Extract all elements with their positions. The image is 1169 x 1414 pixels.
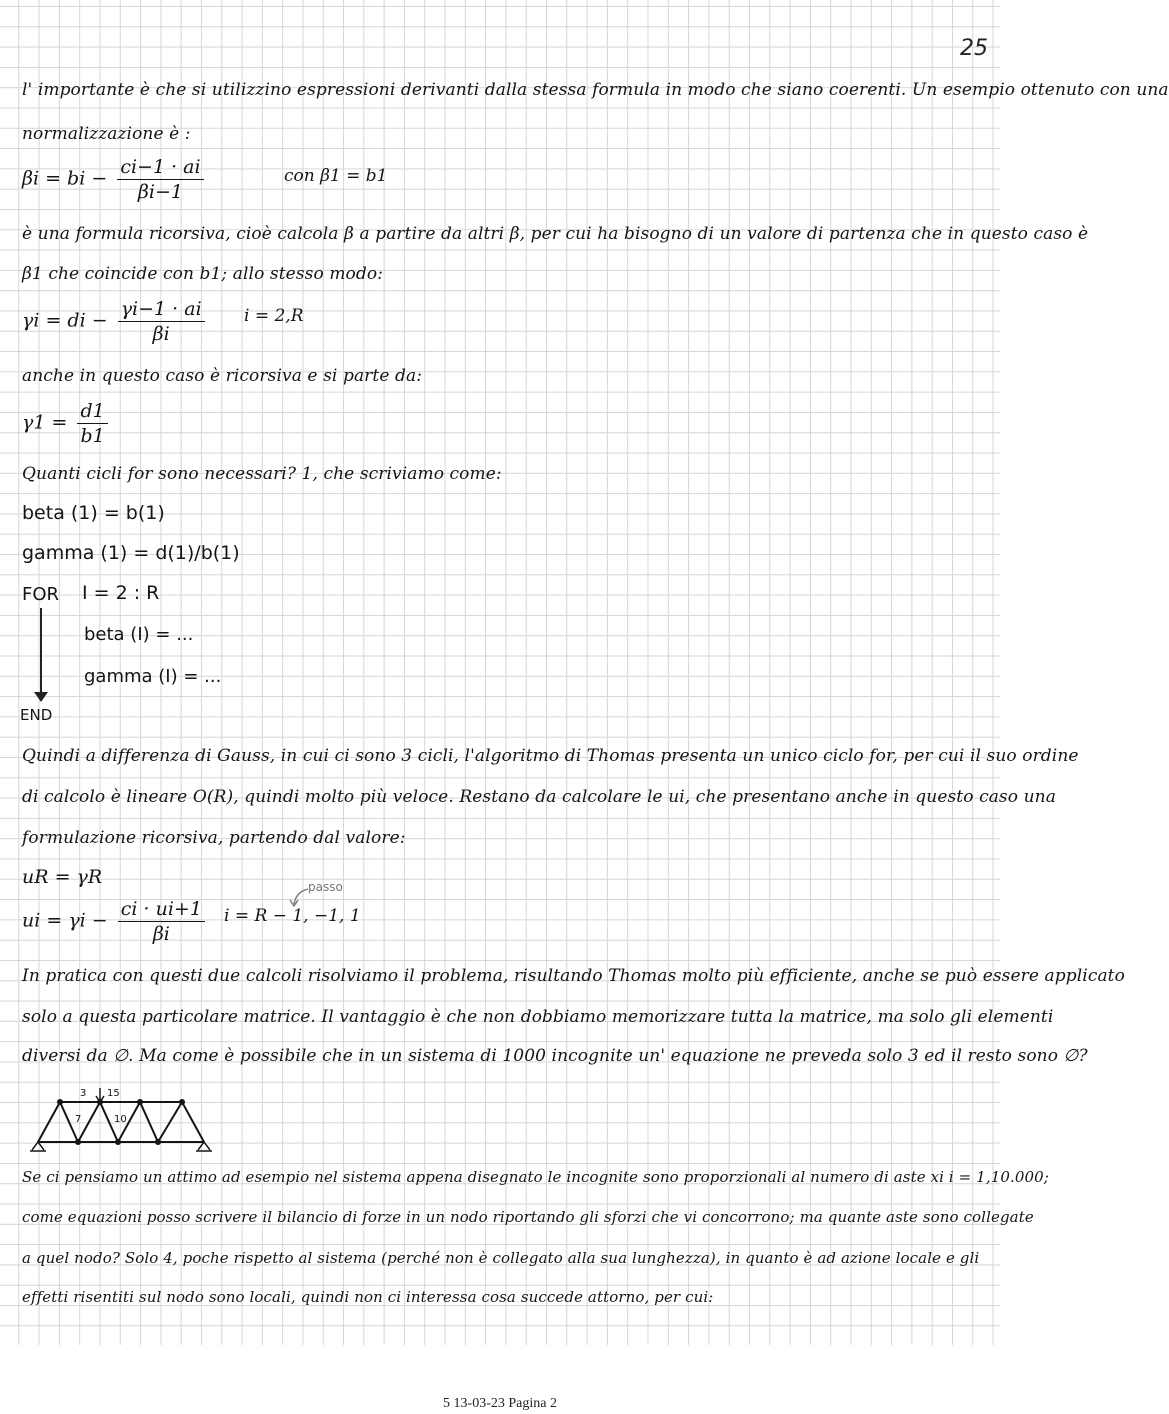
truss-diagram [30, 1084, 220, 1154]
left-support [32, 1142, 44, 1150]
text-line-7: Quindi a differenza di Gauss, in cui ci sono 3 cicli, l'algoritmo di Thomas presenta un unico ciclo for, per cui il suo ordine [22, 746, 1079, 766]
ui-condition: i = R − 1, −1, 1 [224, 906, 361, 926]
loop-arrow-head [34, 692, 48, 702]
text-line-9: formulazione ricorsiva, partendo dal valore: [22, 828, 406, 848]
gamma1-formula [22, 400, 112, 447]
beta-formula-lhs: βi = bi − [22, 167, 108, 190]
truss-load-label-1: 3 [80, 1088, 87, 1099]
text-line-14: come equazioni posso scrivere il bilancio di forze in un nodo riportando gli sforzi che vi concorrono; ma quante aste sono collegate [22, 1208, 1034, 1226]
text-line-12: diversi da ∅. Ma come è possibile che in un sistema di 1000 incognite un' equazione ne preveda solo 3 ed il resto sono ∅? [22, 1046, 1088, 1066]
truss-bar-label-7: 7 [75, 1114, 82, 1125]
text-line-13: Se ci pensiamo un attimo ad esempio nel sistema appena disegnato le incognite sono proporzionali al numero di aste xi i = 1,10.000; [22, 1168, 1049, 1186]
truss-node [179, 1099, 185, 1105]
page-number: 25 [960, 36, 988, 61]
beta-denominator: βi−1 [137, 181, 183, 203]
gamma1-lhs: γ1 = [22, 411, 68, 434]
truss-node [97, 1099, 103, 1105]
passo-arrow [288, 886, 312, 908]
text-line-4: β1 che coincide con b1; allo stesso modo: [22, 264, 384, 284]
gamma1-denominator: b1 [80, 425, 105, 447]
code-loop-body-gamma: gamma (I) = ... [84, 666, 222, 687]
gamma-formula [22, 298, 209, 345]
truss-node [137, 1099, 143, 1105]
code-beta-init: beta (1) = b(1) [22, 502, 165, 524]
code-for-range: I = 2 : R [82, 582, 160, 604]
text-line-6: Quanti cicli for sono necessari? 1, che scriviamo come: [22, 464, 502, 484]
text-line-10: In pratica con questi due calcoli risolviamo il problema, risultando Thomas molto più efficiente, anche se può essere applicato [22, 966, 1125, 986]
text-line-3: è una formula ricorsiva, cioè calcola β a partire da altri β, per cui ha bisogno di un valore di partenza che in questo caso è [22, 224, 1089, 244]
truss-load-label-2: 15 [107, 1088, 120, 1099]
text-line-8: di calcolo è lineare O(R), quindi molto più veloce. Restano da calcolare le ui, che presentano anche in questo caso una [22, 787, 1056, 807]
right-support [198, 1142, 210, 1150]
gamma1-numerator: d1 [77, 400, 107, 424]
truss-node [57, 1099, 63, 1105]
ui-formula [22, 898, 209, 945]
uR-formula: uR = γR [22, 866, 103, 888]
code-for-keyword: FOR [22, 584, 60, 605]
truss-node [75, 1139, 81, 1145]
text-line-16: effetti risentiti sul nodo sono locali, quindi non ci interessa cosa succede attorno, per cui: [22, 1288, 714, 1306]
truss-bar-label-10: 10 [114, 1114, 127, 1125]
text-line-5: anche in questo caso è ricorsiva e si parte da: [22, 366, 423, 386]
text-line-11: solo a questa particolare matrice. Il vantaggio è che non dobbiamo memorizzare tutta la matrice, ma solo gli elementi [22, 1007, 1054, 1027]
page-footer: 5 13-03-23 Pagina 2 [443, 1396, 557, 1411]
text-line-2: normalizzazione è : [22, 124, 191, 144]
truss-node [115, 1139, 121, 1145]
beta-formula [22, 156, 208, 203]
text-line-15: a quel nodo? Solo 4, poche rispetto al sistema (perché non è collegato alla sua lunghezza), in quanto è ad azione locale e gli [22, 1249, 980, 1267]
gamma-formula-lhs: γi = di − [22, 309, 108, 332]
code-gamma-init: gamma (1) = d(1)/b(1) [22, 542, 240, 564]
loop-arrow-line [40, 608, 42, 698]
beta-condition: con β1 = b1 [284, 166, 388, 186]
code-end-keyword: END [20, 706, 53, 724]
gamma1-fraction [77, 400, 107, 447]
beta-fraction [117, 156, 203, 203]
ui-denominator: βi [152, 923, 170, 945]
ui-numerator: ci · ui+1 [118, 898, 205, 922]
passo-annotation: passo [308, 880, 343, 894]
gamma-numerator: γi−1 · ai [118, 298, 205, 322]
code-loop-body-beta: beta (I) = ... [84, 624, 194, 645]
beta-numerator: ci−1 · ai [117, 156, 203, 180]
gamma-condition: i = 2,R [244, 306, 304, 326]
text-line-1: l' importante è che si utilizzino espressioni derivanti dalla stessa formula in modo che siano coerenti. Un esempio ottenuto con una [22, 80, 1169, 100]
gamma-denominator: βi [152, 323, 170, 345]
truss-node [155, 1139, 161, 1145]
ui-fraction [118, 898, 205, 945]
gamma-fraction [118, 298, 205, 345]
ui-lhs: ui = γi − [22, 909, 108, 932]
